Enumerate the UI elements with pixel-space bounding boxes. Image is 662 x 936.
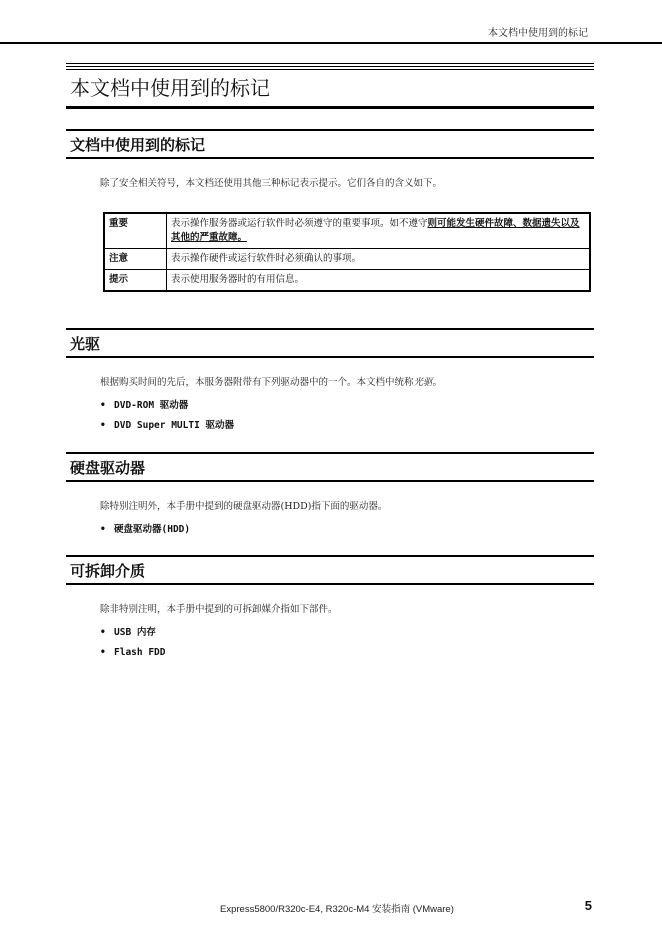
bullet-icon: • bbox=[100, 400, 106, 411]
table-row bbox=[104, 270, 590, 292]
section-optical bbox=[66, 328, 594, 436]
desc-important bbox=[167, 213, 591, 249]
removable-list bbox=[100, 623, 594, 663]
desc-caution: 表示操作硬件或运行软件时必须确认的事项。 bbox=[167, 249, 591, 270]
list-item bbox=[100, 623, 594, 643]
intro-optical-end: 。 bbox=[432, 377, 443, 388]
intro-optical-term: 光驱 bbox=[413, 377, 433, 388]
bullet-icon: • bbox=[100, 420, 106, 431]
section-removable bbox=[66, 555, 594, 663]
footer-title: Express5800/R320c-E4, R320c-M4 安装指南 (VMware) bbox=[220, 904, 454, 915]
section-hdd bbox=[66, 452, 594, 540]
page-title: 本文档中使用到的标记 bbox=[70, 76, 270, 100]
section-intro-marks: 除了安全相关符号，本文档还使用其他三种标记表示提示。它们各自的含义如下。 bbox=[100, 178, 443, 189]
bullet-icon: • bbox=[100, 647, 106, 658]
title-bottom-rule bbox=[66, 106, 594, 109]
list-item-text: USB 内存 bbox=[114, 627, 156, 638]
section-marks bbox=[66, 129, 594, 189]
list-item bbox=[100, 396, 594, 416]
page-title-block bbox=[66, 63, 594, 109]
list-item-text: DVD-ROM 驱动器 bbox=[114, 400, 189, 411]
section-intro-hdd: 除特别注明外，本手册中提到的硬盘驱动器(HDD)指下面的驱动器。 bbox=[100, 501, 388, 512]
table-row bbox=[104, 213, 590, 249]
desc-tip: 表示使用服务器时的有用信息。 bbox=[167, 270, 591, 292]
hdd-list bbox=[100, 520, 594, 540]
term-tip: 提示 bbox=[104, 270, 167, 292]
list-item bbox=[100, 416, 594, 436]
section-heading-removable: 可拆卸介质 bbox=[66, 555, 594, 585]
list-item bbox=[100, 520, 594, 540]
marks-table bbox=[103, 212, 591, 292]
list-item bbox=[100, 643, 594, 663]
bullet-icon: • bbox=[100, 627, 106, 638]
desc-important-text: 表示操作服务器或运行软件时必须遵守的重要事项。如不遵守 bbox=[171, 218, 428, 229]
list-item-text: Flash FDD bbox=[114, 647, 166, 658]
header-rule bbox=[0, 42, 662, 44]
running-header: 本文档中使用到的标记 bbox=[488, 28, 588, 39]
list-item-text: 硬盘驱动器(HDD) bbox=[114, 524, 191, 535]
section-intro-removable: 除非特别注明，本手册中提到的可拆卸媒介指如下部件。 bbox=[100, 604, 338, 615]
optical-list bbox=[100, 396, 594, 436]
desc-important-emphasis: 则可能发生硬件故障、数据遗失以及其他的严重故障。 bbox=[171, 218, 580, 243]
section-heading-optical: 光驱 bbox=[66, 328, 594, 358]
section-heading-marks: 文档中使用到的标记 bbox=[66, 129, 594, 159]
term-important: 重要 bbox=[104, 213, 167, 249]
list-item-text: DVD Super MULTI 驱动器 bbox=[114, 420, 235, 431]
section-intro-optical bbox=[100, 374, 594, 388]
table-row bbox=[104, 249, 590, 270]
bullet-icon: • bbox=[100, 524, 106, 535]
page-number: 5 bbox=[584, 898, 592, 913]
intro-optical-text: 根据购买时间的先后，本服务器附带有下列驱动器中的一个。本文档中统称 bbox=[100, 377, 414, 388]
section-heading-hdd: 硬盘驱动器 bbox=[66, 452, 594, 482]
term-caution: 注意 bbox=[104, 249, 167, 270]
